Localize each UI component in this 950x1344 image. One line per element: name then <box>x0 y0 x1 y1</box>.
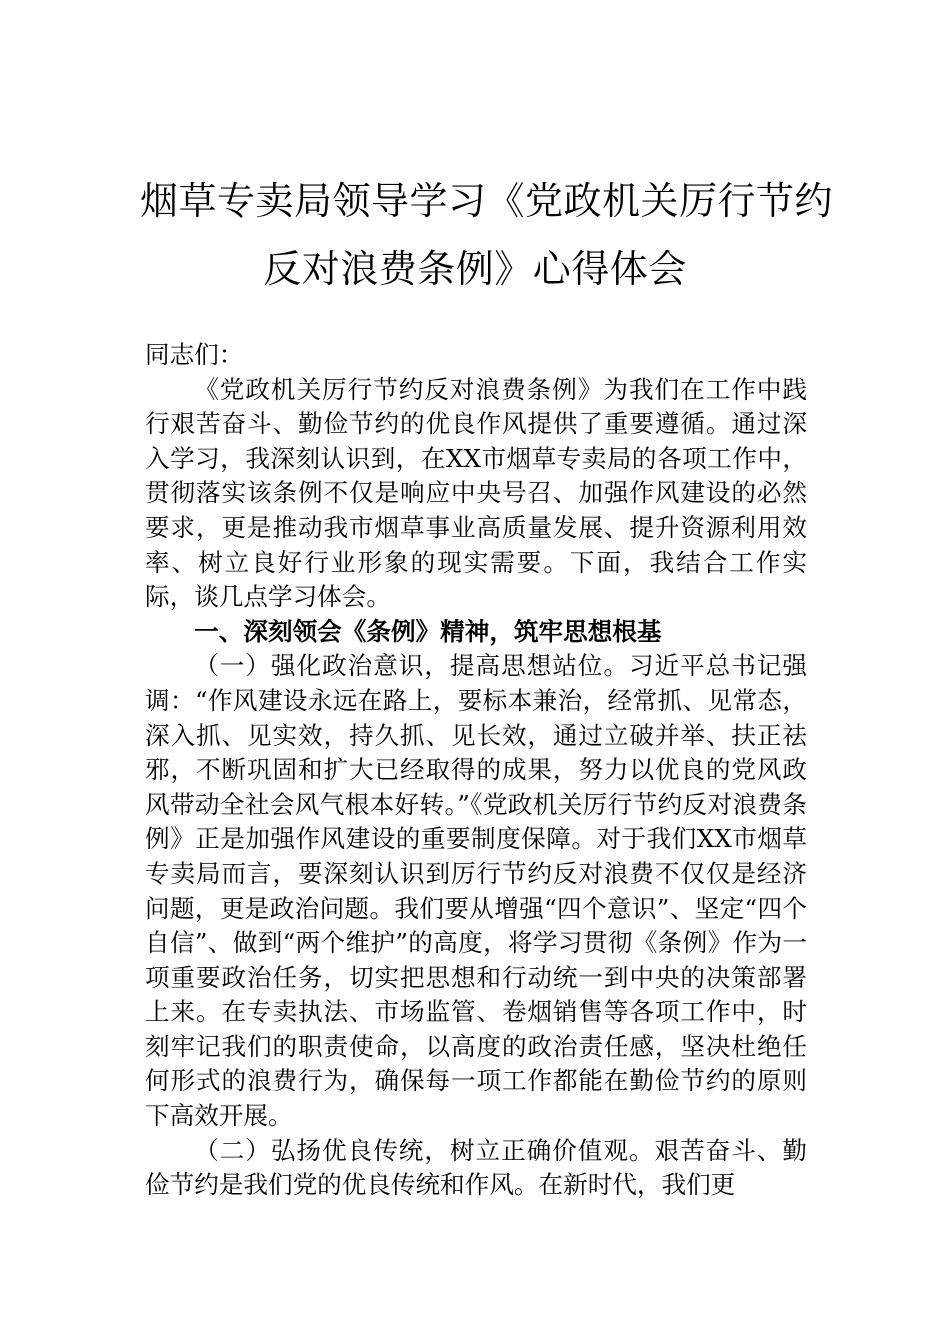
section-heading-1: 一、深刻领会《条例》精神，筑牢思想根基 <box>194 616 662 646</box>
document-title-line-1: 烟草专卖局领导学习《党政机关厉行节约 <box>140 179 834 223</box>
document-body <box>145 338 807 1203</box>
subsection-paragraph-2: （二）弘扬优良传统，树立正确价值观。艰苦奋斗、勤俭节约是我们党的优良传统和作风。在新时代，我们更 <box>145 1135 807 1200</box>
intro-paragraph: 《党政机关厉行节约反对浪费条例》为我们在工作中践行艰苦奋斗、勤俭节约的优良作风提供了重要遵循。通过深入学习，我深刻认识到，在XX市烟草专卖局的各项工作中，贯彻落实该条例不仅是响应中央号召、加强作风建设的必然要求，更是推动我市烟草事业高质量发展、提升资源利用效率、树立良好行业形象的现实需要。下面，我结合工作实际，谈几点学习体会。 <box>145 374 807 612</box>
document-title-line-2: 反对浪费条例》心得体会 <box>263 247 687 291</box>
salutation: 同志们： <box>145 340 244 369</box>
subsection-paragraph-1: （一）强化政治意识，提高思想站位。习近平总书记强调：“作风建设永远在路上，要标本兼治，经常抓、见常态，深入抓、见实效，持久抓、见长效，通过立破并举、扶正祛邪，不断巩固和扩大已经取得的成果，努力以优良的党风政风带动全社会风气根本好转。”《党政机关厉行节约反对浪费条例》正是加强作风建设的重要制度保障。对于我们XX市烟草专卖局而言，要深刻认识到厉行节约反对浪费不仅仅是经济问题，更是政治问题。我们要从增强“四个意识”、坚定“四个自信”、做到“两个维护”的高度，将学习贯彻《条例》作为一项重要政治任务，切实把思想和行动统一到中央的决策部署上来。在专卖执法、市场监管、卷烟销售等各项工作中，时刻牢记我们的职责使命，以高度的政治责任感，坚决杜绝任何形式的浪费行为，确保每一项工作都能在勤俭节约的原则下高效开展。 <box>145 651 807 1131</box>
